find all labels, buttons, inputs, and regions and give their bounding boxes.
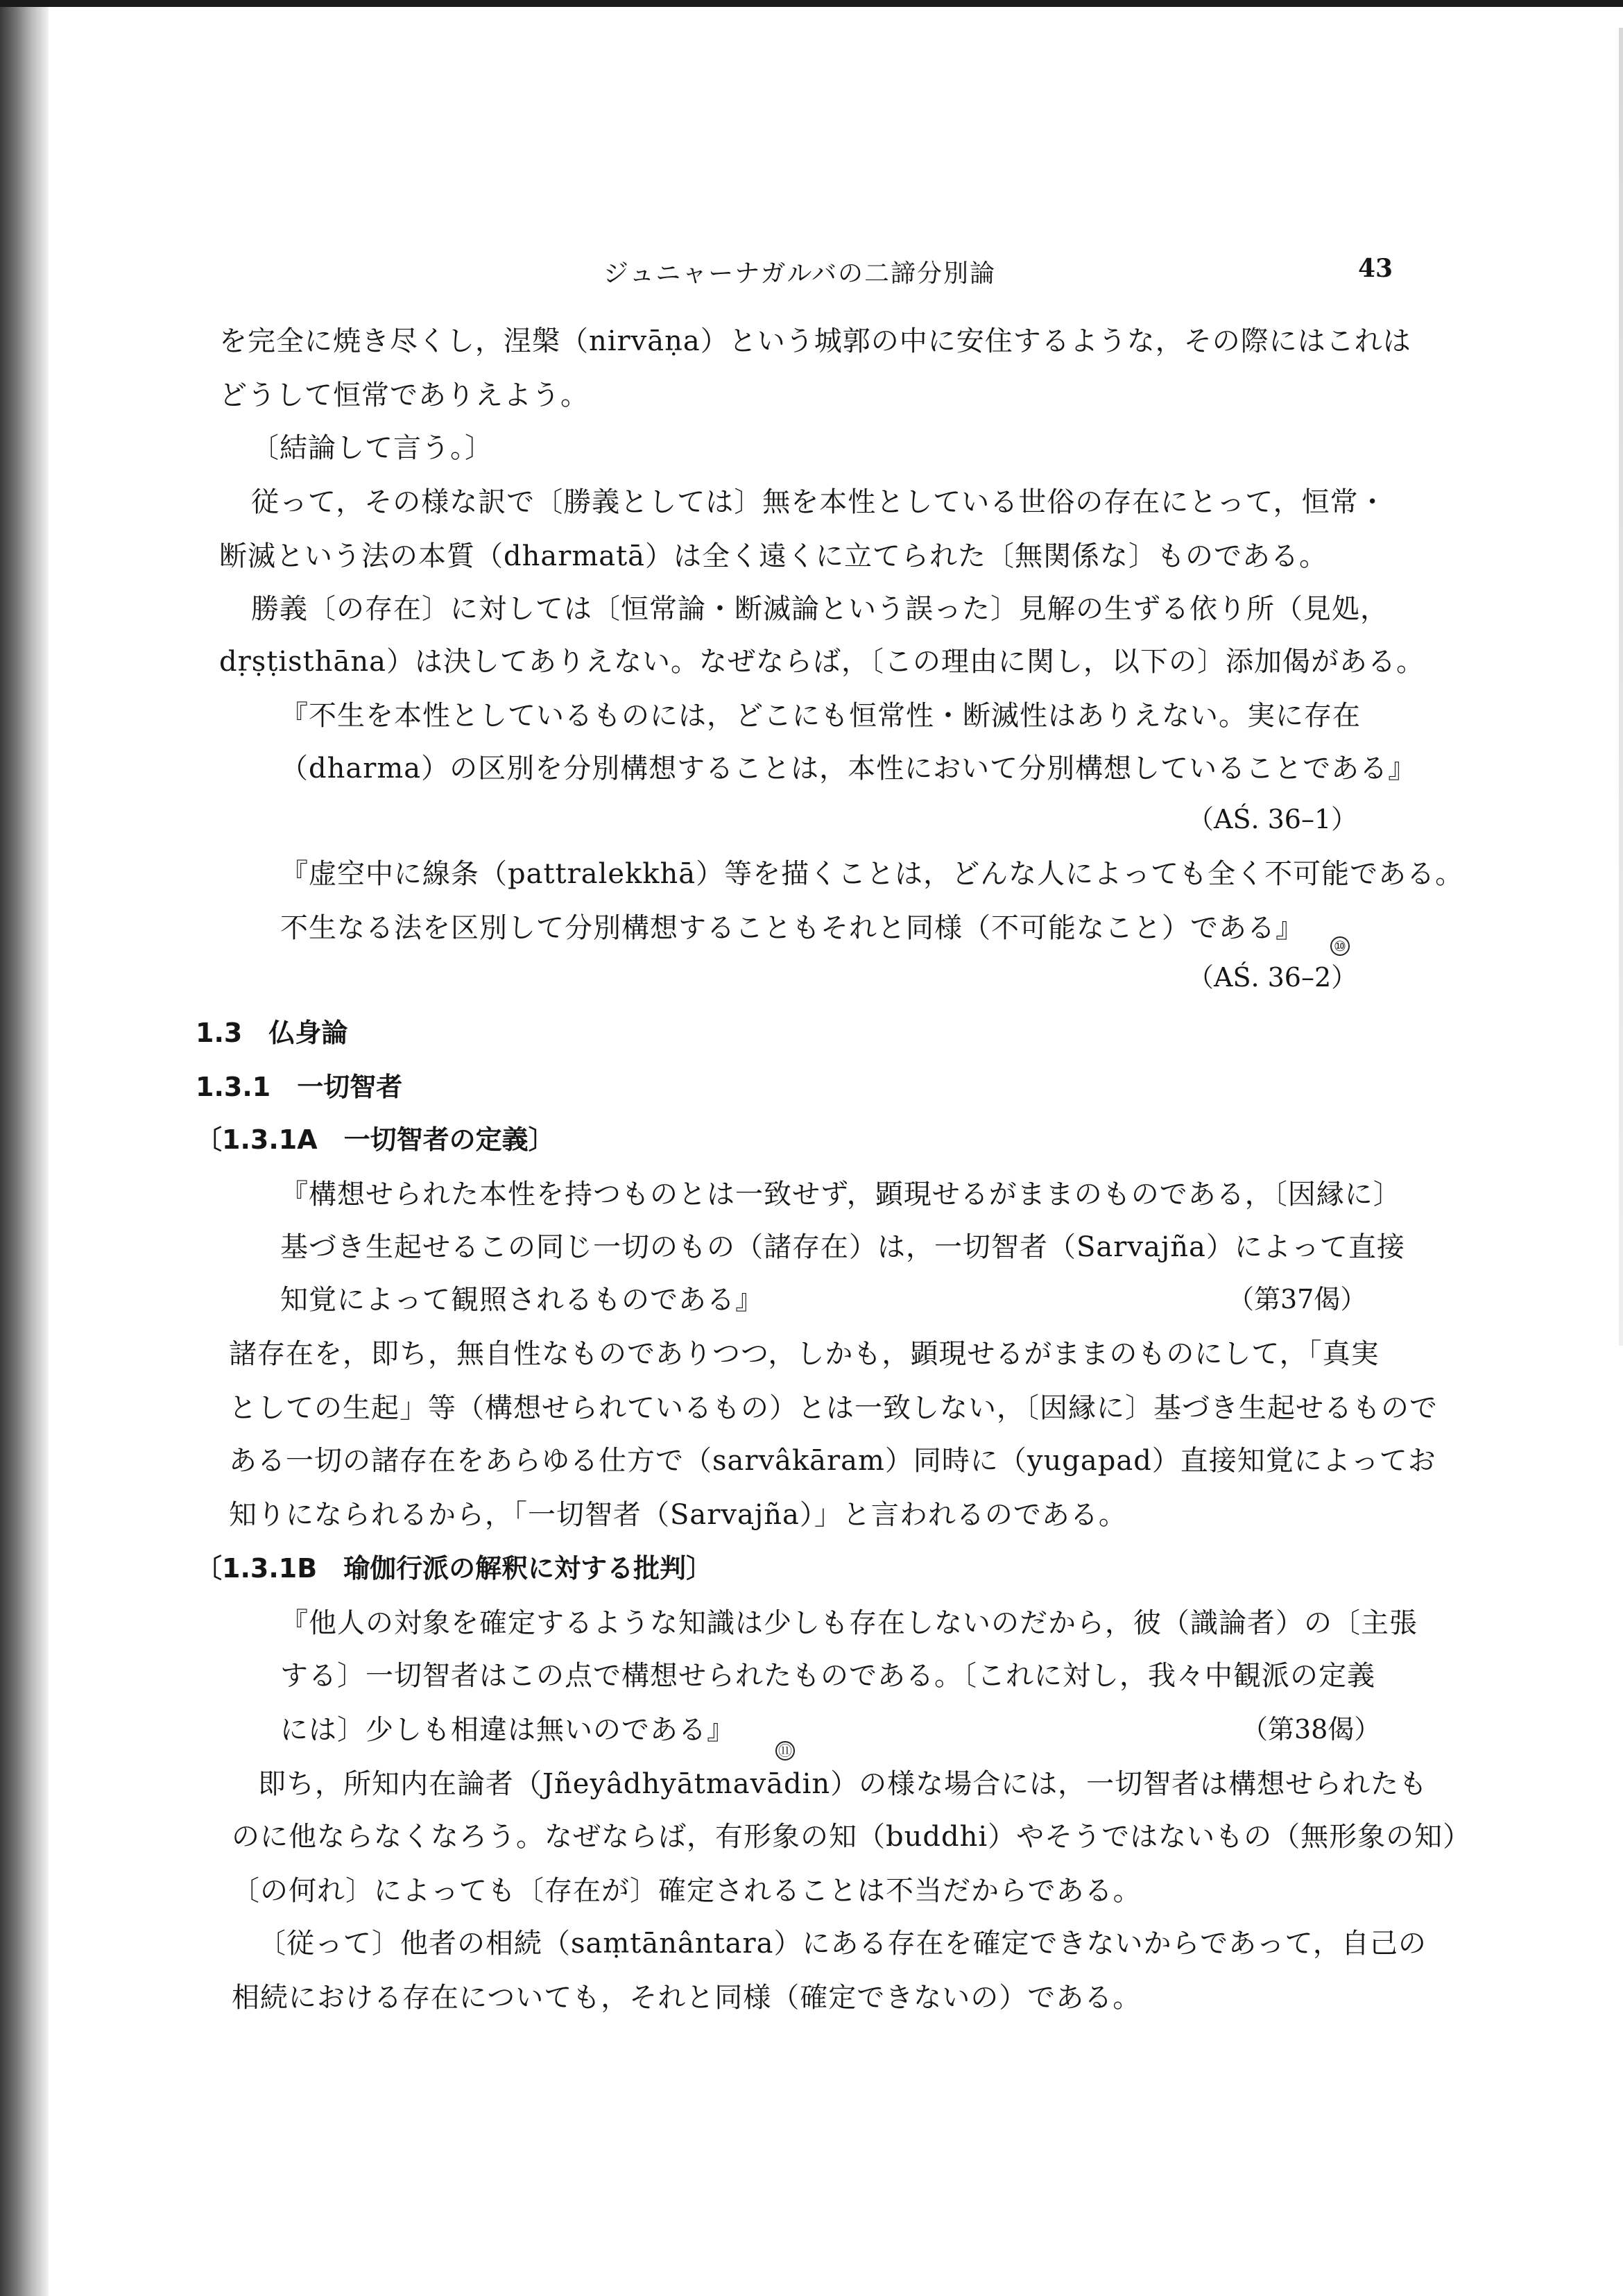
paragraph-line: dṛṣṭisthāna）は決してありえない。なぜならば，〔この理由に関し，以下の〕添加偈がある。 <box>219 646 1425 678</box>
paragraph-line: 勝義〔の存在〕に対しては〔恒常論・断滅論という誤った〕見解の生ずる依り所（見処， <box>251 593 1389 625</box>
verse-line: 『不生を本性としているものには，どこにも恒常性・断滅性はありえない。実に存在 <box>280 700 1361 732</box>
subsection-heading: 1.3.1 一切智者 <box>196 1072 403 1102</box>
paragraph-line: ある一切の諸存在をあらゆる仕方で（sarvâkāram）同時に（yugapad）直接知覚によってお <box>229 1445 1436 1477</box>
paragraph-line: 知りになられるから，「一切智者（Sarvajña）」と言われるのである。 <box>229 1499 1127 1531</box>
scan-right-edge <box>1619 28 1623 1346</box>
section-heading: 1.3 仏身論 <box>196 1018 348 1048</box>
verse-line: 不生なる法を区別して分別構想することもそれと同様（不可能なこと）である』 <box>280 912 1304 944</box>
verse-line: 『構想せられた本性を持つものとは一致せず，顕現せるがままのものである，〔因縁に〕 <box>280 1179 1402 1210</box>
verse-citation: （第37偈） <box>1228 1284 1367 1314</box>
paragraph-line: 〔結論して言う。〕 <box>251 432 493 464</box>
paragraph-line: 従って，その様な訳で〔勝義としては〕無を本性としている世俗の存在にとって，恒常・ <box>251 486 1387 518</box>
verse-citation: （AŚ. 36–1） <box>1187 804 1358 834</box>
footnote-marker: ⑩ <box>1330 936 1350 956</box>
paragraph-line: 〔従って〕他者の相続（saṃtānântara）にある存在を確定できないからであって，自己の <box>258 1928 1427 1960</box>
verse-line: する〕一切智者はこの点で構想せられたものである。〔これに対し，我々中観派の定義 <box>280 1660 1375 1692</box>
paragraph-line: を完全に焼き尽くし，涅槃（nirvāṇa）という城郭の中に安住するような，その際にはこれは <box>219 325 1411 357</box>
subsubsection-heading: 〔1.3.1B 瑜伽行派の解釈に対する批判〕 <box>196 1553 713 1584</box>
verse-line: には〕少しも相違は無いのである』 <box>280 1714 735 1746</box>
paragraph-line: 相続における存在についても，それと同様（確定できないの）である。 <box>232 1982 1142 2014</box>
running-title: ジュニャーナガルバの二諦分別論 <box>603 259 997 288</box>
scan-top-edge <box>0 0 1623 7</box>
verse-line: 『他人の対象を確定するような知識は少しも存在しないのだから，彼（識論者）の〔主張 <box>280 1607 1418 1639</box>
paragraph-line: としての生起」等（構想せられているもの）とは一致しない，〔因縁に〕基づき生起せるもので <box>229 1392 1438 1424</box>
verse-line: 基づき生起せるこの同じ一切のもの（諸存在）は，一切智者（Sarvajña）によって直接 <box>280 1231 1405 1263</box>
verse-line: 『虚空中に線条（pattralekkhā）等を描くことは，どんな人によっても全く不可能である。 <box>280 858 1464 890</box>
verse-line: 知覚によって観照されるものである』 <box>280 1284 764 1316</box>
paragraph-line: どうして恒常でありえよう。 <box>219 379 589 411</box>
binding-shadow <box>0 0 49 2296</box>
paragraph-line: 即ち，所知内在論者（Jñeyâdhyātmavādin）の様な場合には，一切智者は構想せられたも <box>258 1768 1428 1800</box>
paragraph-line: 諸存在を，即ち，無自性なものでありつつ，しかも，顕現せるがままのものにして，「真実 <box>229 1338 1380 1370</box>
paragraph-line: 〔の何れ〕によっても〔存在が〕確定されることは不当だからである。 <box>232 1875 1142 1907</box>
verse-citation: （第38偈） <box>1242 1714 1381 1745</box>
footnote-marker: ⑪ <box>775 1741 795 1760</box>
paragraph-line: 断滅という法の本質（dharmatā）は全く遠くに立てられた〔無関係な〕ものである。 <box>219 540 1328 572</box>
subsubsection-heading: 〔1.3.1A 一切智者の定義〕 <box>196 1124 555 1155</box>
page-number: 43 <box>1358 254 1393 283</box>
verse-citation: （AŚ. 36–2） <box>1187 962 1358 993</box>
verse-line: （dharma）の区別を分別構想することは，本性において分別構想していることである』 <box>280 753 1417 785</box>
paragraph-line: のに他ならなくなろう。なぜならば，有形象の知（buddhi）やそうではないもの（無形象の知） <box>232 1821 1472 1853</box>
